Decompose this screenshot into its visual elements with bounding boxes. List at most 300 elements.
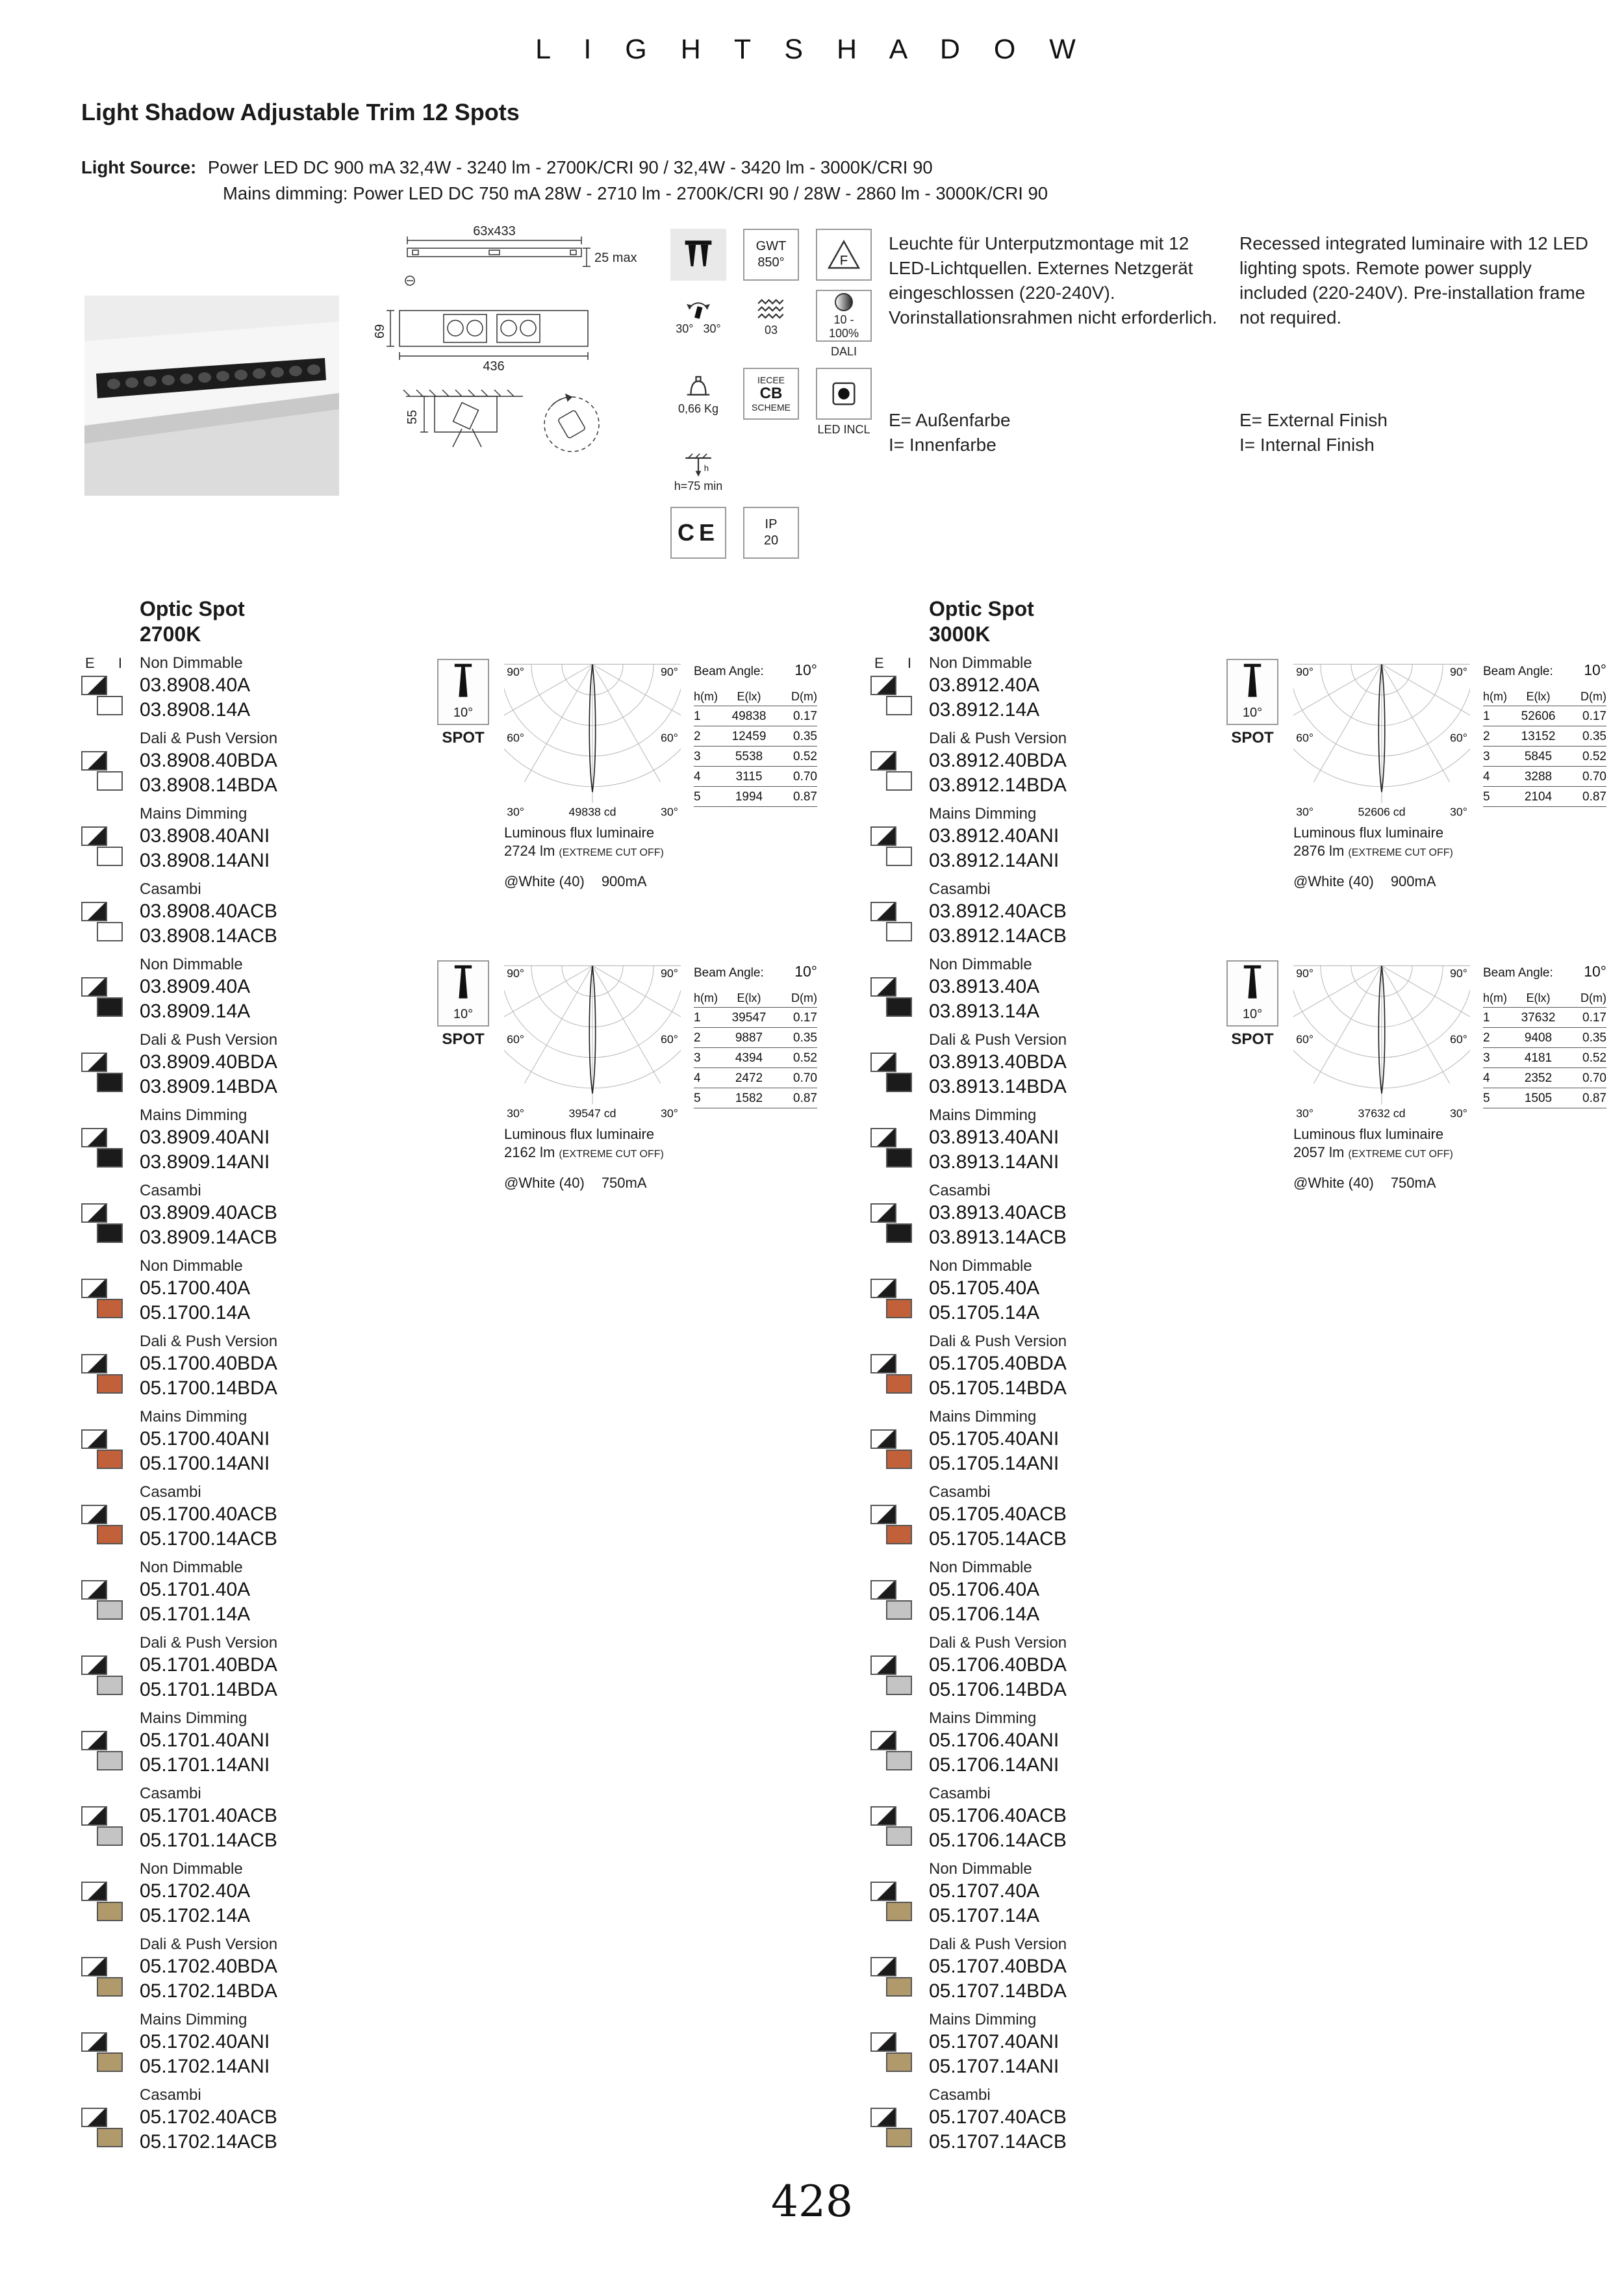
internal-finish-swatch	[886, 997, 912, 1017]
beam-table-rows	[1483, 706, 1606, 807]
product-code: 05.1700.40ANI	[140, 1428, 270, 1450]
dimming-variant-label: Casambi	[929, 880, 991, 898]
column-heading-line2: 3000K	[929, 622, 991, 646]
beam-table-cell: 0.35	[1582, 1031, 1606, 1045]
beam-table-cell: 0.17	[1582, 1011, 1606, 1025]
external-finish-swatch	[81, 1128, 107, 1147]
spot-beam-icon	[437, 960, 489, 1027]
beam-table-cell: 3	[1483, 750, 1490, 763]
beam-angle-title	[694, 963, 817, 980]
spot-beam-angle: 10°	[1242, 1007, 1263, 1021]
product-group-row	[81, 2030, 861, 2079]
dimming-variant-label: Non Dimmable	[929, 1860, 1032, 1878]
product-code: 03.8909.14A	[140, 1001, 251, 1022]
external-finish-swatch	[81, 1053, 107, 1072]
product-code: 05.1705.40ACB	[929, 1503, 1067, 1525]
internal-finish-swatch	[97, 1751, 123, 1770]
beam-table-row	[694, 747, 817, 767]
product-codes	[140, 1728, 270, 1778]
internal-finish-swatch	[97, 771, 123, 791]
external-finish-legend-de: E= Außenfarbe	[889, 410, 1011, 430]
polar-90-right: 90°	[660, 665, 678, 679]
product-group	[870, 2010, 1624, 2079]
product-codes	[140, 1125, 270, 1175]
beam-table-cell: 5	[1483, 790, 1490, 804]
beam-table-row	[1483, 1048, 1606, 1068]
internal-finish-legend-de: I= Innenfarbe	[889, 435, 996, 455]
beam-table-cell: 3	[694, 1051, 701, 1065]
product-codes	[140, 1954, 277, 2004]
dim-depth-label: 25 max	[594, 251, 637, 265]
beam-table-head	[694, 988, 817, 1008]
spot-label: SPOT	[442, 1030, 485, 1048]
beam-table	[1483, 661, 1606, 891]
cb-scheme-badge	[740, 368, 802, 420]
product-group-row	[81, 1954, 861, 2004]
product-code: 03.8909.40A	[140, 976, 251, 997]
product-code: 05.1701.40ANI	[140, 1730, 270, 1751]
finish-swatch	[81, 826, 124, 869]
beam-table-cell: 4394	[735, 1051, 763, 1065]
led-incl-label: LED INCL	[817, 423, 870, 436]
product-code: 05.1702.14A	[140, 1905, 251, 1926]
internal-finish-swatch	[97, 1600, 123, 1620]
column-heading-line1: Optic Spot	[929, 597, 1034, 620]
product-group-row	[870, 2105, 1624, 2154]
product-code: 03.8912.14ANI	[929, 850, 1059, 871]
product-group	[870, 1784, 1624, 1853]
product-code: 03.8912.40ANI	[929, 825, 1059, 847]
internal-finish-swatch	[97, 847, 123, 866]
external-finish-legend-en: E= External Finish	[1239, 410, 1388, 430]
polar-30-left: 30°	[507, 1106, 525, 1120]
cutoff-note: (EXTREME CUT OFF)	[559, 847, 664, 858]
internal-finish-swatch	[97, 1676, 123, 1695]
beam-table-row	[1483, 787, 1606, 807]
finish-swatch	[870, 1655, 913, 1698]
external-finish-swatch	[870, 676, 896, 695]
product-group	[870, 1935, 1624, 2004]
polar-60-left: 60°	[1296, 731, 1314, 745]
finish-swatch	[81, 977, 124, 1020]
product-group-row	[81, 1502, 861, 1552]
tilt-degrees: 30° 30°	[676, 322, 721, 335]
polar-90-left: 90°	[1296, 967, 1314, 980]
external-finish-swatch	[81, 1203, 107, 1223]
description-english: Recessed integrated luminaire with 12 LED lighting spots. Remote power supply included (220-240V). Pre-installation frame not required.	[1239, 233, 1588, 327]
beam-table-head	[694, 687, 817, 706]
external-finish-swatch	[81, 1731, 107, 1750]
external-finish-swatch	[870, 1429, 896, 1449]
beam-table-cell: 39547	[731, 1011, 767, 1025]
internal-finish-swatch	[886, 847, 912, 866]
column-heading-line1: Optic Spot	[140, 597, 245, 620]
external-finish-swatch	[81, 2108, 107, 2127]
internal-column-label: I	[118, 655, 122, 671]
product-code: 05.1701.40A	[140, 1579, 251, 1600]
weight-value: 0,66 Kg	[678, 402, 719, 415]
polar-90-left: 90°	[507, 967, 525, 980]
product-group-row	[870, 1351, 1624, 1401]
product-code: 05.1707.40A	[929, 1880, 1040, 1902]
external-finish-swatch	[870, 1279, 896, 1298]
flux-lumen: 2057 lm	[1293, 1144, 1349, 1160]
internal-finish-swatch	[886, 1902, 912, 1921]
dimming-variant-label: Mains Dimming	[929, 805, 1037, 823]
insulation-label: 03	[764, 323, 778, 337]
beam-table-cell: 0.87	[1582, 790, 1606, 804]
beam-table-row	[694, 1048, 817, 1068]
dimming-variant-label: Non Dimmable	[140, 1257, 243, 1275]
beam-table-cell: 52606	[1521, 709, 1556, 723]
product-codes	[140, 1276, 250, 1325]
dimming-variant-label: Non Dimmable	[929, 1559, 1032, 1576]
photometry-block	[435, 960, 857, 1192]
beam-table-cell: 0.70	[1582, 770, 1606, 784]
spot-optic	[1224, 960, 1280, 1192]
product-group-row	[870, 1728, 1624, 1778]
external-finish-swatch	[870, 826, 896, 846]
flux-block	[1293, 1125, 1470, 1192]
flux-value-line	[504, 1143, 681, 1164]
spot-label: SPOT	[442, 729, 485, 747]
dimming-variant-label: Dali & Push Version	[929, 1634, 1067, 1652]
product-group	[870, 1709, 1624, 1778]
product-code: 05.1705.14A	[929, 1302, 1040, 1323]
candela-value: 39547 cd	[568, 1106, 616, 1120]
dimming-variant-label: Non Dimmable	[929, 1257, 1032, 1275]
beam-table-row	[694, 787, 817, 807]
product-group-row	[870, 1427, 1624, 1476]
light-source-line2: Mains dimming: Power LED DC 750 mA 28W - 2710 lm - 2700K/CRI 90 / 28W - 2860 lm - 3000K/CRI 90	[223, 183, 1048, 203]
product-code: 05.1701.14ANI	[140, 1754, 270, 1776]
polar-30-left: 30°	[507, 805, 525, 819]
beam-table-header: h(m)	[1483, 690, 1507, 703]
finish-swatch	[870, 1957, 913, 2000]
beam-table-cell: 13152	[1521, 730, 1556, 743]
product-code: 05.1702.14BDA	[140, 1980, 277, 2002]
external-finish-swatch	[870, 1731, 896, 1750]
product-code: 05.1701.14BDA	[140, 1679, 277, 1700]
polar-30-right: 30°	[660, 805, 678, 819]
internal-finish-swatch	[886, 696, 912, 715]
product-code: 05.1705.14ANI	[929, 1453, 1059, 1474]
polar-30-right: 30°	[1449, 1106, 1467, 1120]
beam-angle-label: Beam Angle:	[694, 966, 764, 980]
product-group-row	[870, 2030, 1624, 2079]
polar-chart-wrap	[1293, 659, 1470, 891]
product-code: 05.1705.40BDA	[929, 1353, 1067, 1374]
dimming-variant-label: Non Dimmable	[140, 1559, 243, 1576]
product-code: 03.8909.40BDA	[140, 1051, 277, 1073]
polar-60-right: 60°	[660, 1032, 678, 1046]
beam-angle-value: 10°	[1584, 963, 1606, 980]
beam-table-header: D(m)	[1580, 991, 1606, 1004]
drive-line	[504, 873, 681, 891]
beam-table-cell: 0.70	[793, 1071, 817, 1085]
beam-table-row	[694, 767, 817, 787]
beam-table-cell: 5845	[1524, 750, 1553, 763]
product-group-row	[870, 899, 1624, 949]
finish-swatch	[81, 1882, 124, 1924]
spot-optic	[435, 960, 491, 1192]
product-code: 03.8912.40ACB	[929, 901, 1067, 922]
external-finish-swatch	[81, 1806, 107, 1826]
beam-table-cell: 1	[1483, 709, 1490, 723]
product-code: 05.1707.40BDA	[929, 1956, 1067, 1977]
recess-depth-icon	[670, 446, 726, 498]
external-finish-swatch	[81, 1655, 107, 1675]
product-codes	[140, 673, 250, 722]
polar-30-right: 30°	[1449, 805, 1467, 819]
candela-value: 49838 cd	[568, 805, 616, 819]
product-group	[81, 1332, 861, 1401]
finish-swatch	[81, 1580, 124, 1623]
beam-table-cell: 0.52	[793, 1051, 817, 1065]
finish-swatch	[870, 826, 913, 869]
finish-swatch	[81, 1505, 124, 1548]
external-finish-swatch	[870, 1806, 896, 1826]
photometry-block	[435, 659, 857, 891]
beam-table-rows	[694, 706, 817, 807]
finish-swatch	[870, 676, 913, 719]
finish-swatch	[81, 1731, 124, 1774]
dimming-badge	[813, 290, 875, 359]
beam-table-cell: 0.87	[793, 1092, 817, 1105]
external-finish-swatch	[81, 1279, 107, 1298]
optic-column	[81, 596, 861, 2161]
internal-finish-swatch	[886, 1374, 912, 1394]
light-source-label: Light Source:	[81, 157, 197, 177]
beam-table-cell: 1505	[1524, 1092, 1553, 1105]
beam-angle-label: Beam Angle:	[694, 665, 764, 678]
internal-finish-swatch	[97, 2052, 123, 2072]
beam-table-row	[1483, 1068, 1606, 1088]
external-finish-swatch	[870, 1580, 896, 1600]
product-code: 05.1705.40A	[929, 1277, 1040, 1299]
candela-value: 52606 cd	[1358, 805, 1406, 819]
dimming-variant-label: Dali & Push Version	[929, 1031, 1067, 1049]
product-code: 05.1707.14ACB	[929, 2131, 1067, 2153]
product-code: 05.1706.40A	[929, 1579, 1040, 1600]
product-group-row	[870, 1502, 1624, 1552]
product-code: 05.1702.40ANI	[140, 2031, 270, 2052]
beam-table-cell: 0.17	[1582, 709, 1606, 723]
finish-swatch	[81, 2108, 124, 2151]
beam-table-cell: 0.70	[793, 770, 817, 784]
flux-value-line	[504, 842, 681, 862]
dimming-variant-label: Dali & Push Version	[140, 1031, 278, 1049]
light-source-line1: Light Source: Power LED DC 900 mA 32,4W - 3240 lm - 2700K/CRI 90 / 32,4W - 3420 lm - 3000K/CRI 90	[81, 157, 933, 177]
product-codes	[140, 1502, 277, 1552]
product-group	[870, 1859, 1624, 1928]
spot-optic	[435, 659, 491, 891]
finish-swatch	[81, 1279, 124, 1322]
cb-line1: IECEE	[757, 375, 785, 385]
external-finish-swatch	[870, 1203, 896, 1223]
dimming-variant-label: Mains Dimming	[929, 1106, 1037, 1124]
finish-swatch	[81, 1128, 124, 1171]
product-group	[81, 1784, 861, 1853]
product-code: 05.1705.40ANI	[929, 1428, 1059, 1450]
internal-finish-swatch	[886, 1600, 912, 1620]
f-mark-icon	[816, 229, 872, 281]
external-finish-swatch	[81, 2032, 107, 2052]
product-code: 05.1701.14A	[140, 1603, 251, 1625]
beam-table-header: D(m)	[791, 690, 817, 703]
product-codes	[140, 1804, 277, 1853]
product-code: 03.8912.40A	[929, 674, 1040, 696]
beam-table-row	[1483, 1028, 1606, 1048]
product-codes	[140, 1050, 277, 1099]
insulation-badge	[740, 290, 802, 342]
product-code: 05.1702.40A	[140, 1880, 251, 1902]
beam-table-cell: 2	[694, 1031, 701, 1045]
polar-90-right: 90°	[1449, 967, 1467, 980]
page-title: Light Shadow Adjustable Trim 12 Spots	[81, 99, 520, 125]
dimming-variant-label: Dali & Push Version	[140, 1333, 278, 1350]
finish-swatch	[870, 1128, 913, 1171]
internal-finish-swatch	[886, 1676, 912, 1695]
polar-60-right: 60°	[1449, 1032, 1467, 1046]
internal-finish-swatch	[97, 1902, 123, 1921]
brand-title: L I G H T S H A D O W	[535, 34, 1089, 65]
internal-finish-swatch	[886, 2052, 912, 2072]
polar-90-right: 90°	[1449, 665, 1467, 679]
product-code: 03.8909.14ANI	[140, 1151, 270, 1173]
product-codes	[140, 975, 250, 1024]
dim-top-label: 63x433	[473, 226, 516, 238]
product-codes	[929, 1351, 1067, 1401]
finish-swatch	[870, 2032, 913, 2075]
f-badge	[813, 229, 875, 281]
beam-table-cell: 0.87	[793, 790, 817, 804]
beam-table-rows	[1483, 1008, 1606, 1108]
weight-badge	[667, 368, 730, 420]
product-code: 05.1706.14A	[929, 1603, 1040, 1625]
product-group	[870, 1558, 1624, 1627]
internal-finish-swatch	[97, 1450, 123, 1469]
product-group-row	[870, 1954, 1624, 2004]
beam-table-cell: 4	[1483, 770, 1490, 784]
external-finish-swatch	[81, 902, 107, 921]
internal-column-label: I	[907, 655, 911, 671]
product-group	[81, 1558, 861, 1627]
product-codes	[929, 673, 1039, 722]
product-code: 05.1700.14ACB	[140, 1528, 277, 1550]
product-code: 05.1706.14BDA	[929, 1679, 1067, 1700]
beam-table-cell: 5538	[735, 750, 763, 763]
spot-beam-icon	[1226, 659, 1278, 725]
dimming-variant-label: Casambi	[929, 1182, 991, 1199]
internal-finish-swatch	[97, 1977, 123, 1997]
finish-swatch	[870, 1580, 913, 1623]
product-code: 05.1701.40BDA	[140, 1654, 277, 1676]
spot-label: SPOT	[1231, 729, 1274, 747]
product-codes	[929, 1276, 1039, 1325]
cb-scheme-icon	[743, 368, 799, 420]
flux-label: Luminous flux luminaire	[1293, 824, 1444, 841]
finish-swatch	[870, 2108, 913, 2151]
product-codes	[929, 1804, 1067, 1853]
beam-table-header: D(m)	[1580, 690, 1606, 703]
cutoff-note: (EXTREME CUT OFF)	[1348, 847, 1453, 858]
internal-finish-swatch	[886, 1977, 912, 1997]
internal-finish-swatch	[886, 1148, 912, 1168]
finish-swatch	[870, 1279, 913, 1322]
finish-swatch	[81, 1203, 124, 1246]
polar-60-right: 60°	[660, 731, 678, 745]
ip-rating-icon	[743, 507, 799, 559]
cutoff-note: (EXTREME CUT OFF)	[1348, 1149, 1453, 1160]
gwt-label: GWT	[755, 239, 787, 253]
product-group-row	[870, 1201, 1624, 1250]
internal-finish-swatch	[886, 1299, 912, 1318]
beam-table-cell: 0.52	[1582, 1051, 1606, 1065]
product-code: 03.8912.14A	[929, 699, 1040, 721]
product-codes	[929, 1879, 1039, 1928]
product-group-row	[81, 1201, 861, 1250]
external-finish-swatch	[81, 1580, 107, 1600]
product-codes	[929, 1954, 1067, 2004]
product-group-row	[870, 1879, 1624, 1928]
beam-table-cell: 0.87	[1582, 1092, 1606, 1105]
beam-table-cell: 0.17	[793, 1011, 817, 1025]
beam-table-cell: 5	[694, 1092, 701, 1105]
beam-table-head	[1483, 687, 1606, 706]
product-code: 03.8908.40ANI	[140, 825, 270, 847]
beam-table-cell: 1	[694, 709, 701, 723]
product-code: 03.8913.40ACB	[929, 1202, 1067, 1223]
cutoff-note: (EXTREME CUT OFF)	[559, 1149, 664, 1160]
product-group	[81, 1709, 861, 1778]
product-code: 05.1707.40ANI	[929, 2031, 1059, 2052]
finish-swatch	[870, 902, 913, 945]
product-codes	[929, 2105, 1067, 2154]
beam-table-cell: 3	[694, 750, 701, 763]
internal-finish-legend-en: I= Internal Finish	[1239, 435, 1375, 455]
dimming-variant-label: Mains Dimming	[929, 1709, 1037, 1727]
finish-swatch	[81, 2032, 124, 2075]
product-code: 05.1700.40ACB	[140, 1503, 277, 1525]
beam-table-header: E(lx)	[1526, 991, 1551, 1004]
cb-line3: SCHEME	[752, 402, 791, 413]
tilt-icon	[670, 290, 726, 342]
external-finish-swatch	[870, 751, 896, 771]
internal-finish-swatch	[97, 997, 123, 1017]
dimming-variant-label: Non Dimmable	[140, 654, 243, 672]
product-group-row	[81, 1578, 861, 1627]
beam-table-row	[694, 1008, 817, 1028]
product-code: 05.1706.40ACB	[929, 1805, 1067, 1826]
product-group-row	[81, 1879, 861, 1928]
finish-legend-german	[889, 408, 1011, 457]
dimming-variant-label: Casambi	[140, 1785, 201, 1802]
product-code: 03.8912.14BDA	[929, 774, 1067, 796]
beam-table-header: E(lx)	[737, 991, 761, 1004]
recess-badge	[667, 446, 730, 498]
dimming-variant-label: Casambi	[140, 880, 201, 898]
product-codes	[140, 1578, 250, 1627]
beam-badge	[667, 229, 730, 281]
flux-lumen: 2876 lm	[1293, 843, 1349, 859]
internal-finish-swatch	[97, 1826, 123, 1846]
dim-recess-label: 55	[405, 409, 420, 425]
gwt-temp: 850°	[757, 255, 785, 270]
dimming-variant-label: Dali & Push Version	[929, 1935, 1067, 1953]
product-code: 05.1702.14ACB	[140, 2131, 277, 2153]
product-code: 05.1700.14ANI	[140, 1453, 270, 1474]
